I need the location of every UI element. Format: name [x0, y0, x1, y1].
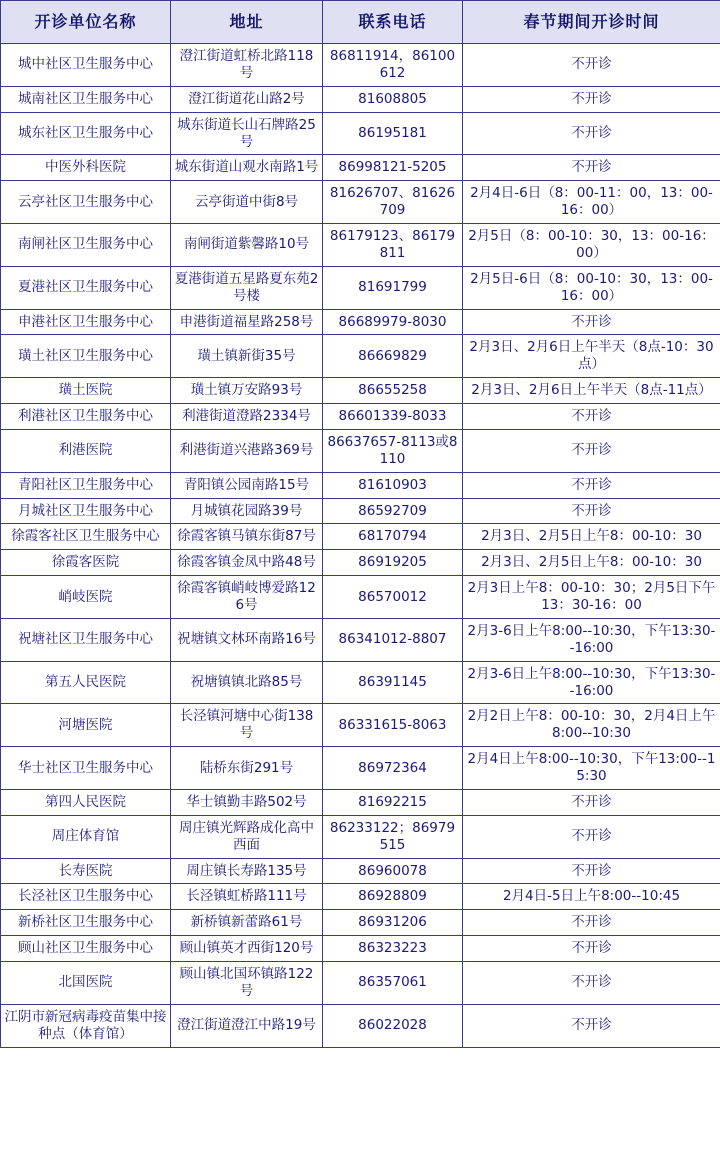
cell-address: 陆桥东街291号 [171, 747, 323, 790]
cell-hours: 不开诊 [463, 472, 720, 498]
cell-unit-name: 月城社区卫生服务中心 [1, 498, 171, 524]
cell-phone: 81691799 [323, 266, 463, 309]
table-row [1, 335, 720, 378]
cell-phone: 86928809 [323, 884, 463, 910]
cell-address: 周庄镇光辉路成化高中西面 [171, 815, 323, 858]
cell-hours: 2月3日、2月6日上午半天（8点-11点） [463, 378, 720, 404]
cell-address: 城东街道长山石牌路25号 [171, 112, 323, 155]
cell-unit-name: 南闸社区卫生服务中心 [1, 224, 171, 267]
cell-address: 青阳镇公园南路15号 [171, 472, 323, 498]
cell-hours: 2月4日-5日上午8:00--10:45 [463, 884, 720, 910]
cell-address: 澄江街道虹桥北路118号 [171, 44, 323, 87]
cell-unit-name: 顾山社区卫生服务中心 [1, 936, 171, 962]
cell-address: 南闸街道紫馨路10号 [171, 224, 323, 267]
table-row [1, 704, 720, 747]
cell-unit-name: 第四人民医院 [1, 789, 171, 815]
cell-address: 徐霞客镇金凤中路48号 [171, 550, 323, 576]
cell-address: 澄江街道澄江中路19号 [171, 1004, 323, 1047]
cell-unit-name: 璜土医院 [1, 378, 171, 404]
cell-unit-name: 城南社区卫生服务中心 [1, 86, 171, 112]
table-row [1, 498, 720, 524]
cell-hours: 不开诊 [463, 910, 720, 936]
cell-address: 长泾镇虹桥路111号 [171, 884, 323, 910]
cell-hours: 不开诊 [463, 429, 720, 472]
cell-hours: 不开诊 [463, 155, 720, 181]
table-row [1, 962, 720, 1005]
cell-hours: 不开诊 [463, 44, 720, 87]
cell-phone: 86341012-8807 [323, 618, 463, 661]
cell-unit-name: 徐霞客社区卫生服务中心 [1, 524, 171, 550]
cell-phone: 86570012 [323, 576, 463, 619]
cell-unit-name: 利港社区卫生服务中心 [1, 404, 171, 430]
cell-address: 周庄镇长寿路135号 [171, 858, 323, 884]
table-row [1, 789, 720, 815]
cell-hours: 2月3-6日上午8:00--10:30，下午13:30--16:00 [463, 618, 720, 661]
cell-unit-name: 峭岐医院 [1, 576, 171, 619]
cell-address: 新桥镇新蕾路61号 [171, 910, 323, 936]
cell-phone: 86972364 [323, 747, 463, 790]
table-row [1, 404, 720, 430]
cell-unit-name: 周庄体育馆 [1, 815, 171, 858]
table-row [1, 524, 720, 550]
cell-unit-name: 祝塘社区卫生服务中心 [1, 618, 171, 661]
table-row [1, 1004, 720, 1047]
cell-hours: 2月3日上午8：00-10：30；2月5日下午13：30-16：00 [463, 576, 720, 619]
cell-phone: 86811914，86100612 [323, 44, 463, 87]
cell-hours: 2月3日、2月6日上午半天（8点-10：30点） [463, 335, 720, 378]
table-row [1, 44, 720, 87]
cell-unit-name: 申港社区卫生服务中心 [1, 309, 171, 335]
column-header-phone: 联系电话 [323, 1, 463, 44]
cell-phone: 86391145 [323, 661, 463, 704]
cell-address: 澄江街道花山路2号 [171, 86, 323, 112]
cell-phone: 86919205 [323, 550, 463, 576]
cell-phone: 81692215 [323, 789, 463, 815]
table-row [1, 910, 720, 936]
cell-address: 华士镇勤丰路502号 [171, 789, 323, 815]
table-row [1, 884, 720, 910]
cell-hours: 不开诊 [463, 309, 720, 335]
cell-address: 祝塘镇文林环南路16号 [171, 618, 323, 661]
cell-unit-name: 华士社区卫生服务中心 [1, 747, 171, 790]
cell-address: 申港街道福星路258号 [171, 309, 323, 335]
table-row [1, 224, 720, 267]
cell-unit-name: 利港医院 [1, 429, 171, 472]
cell-unit-name: 北国医院 [1, 962, 171, 1005]
cell-phone: 86195181 [323, 112, 463, 155]
cell-unit-name: 河塘医院 [1, 704, 171, 747]
cell-phone: 81626707、81626709 [323, 181, 463, 224]
cell-hours: 2月3-6日上午8:00--10:30，下午13:30--16:00 [463, 661, 720, 704]
cell-phone: 86592709 [323, 498, 463, 524]
cell-hours: 2月2日上午8：00-10：30，2月4日上午8:00--10:30 [463, 704, 720, 747]
table-row [1, 618, 720, 661]
table-row [1, 309, 720, 335]
cell-hours: 不开诊 [463, 1004, 720, 1047]
cell-address: 徐霞客镇马镇东街87号 [171, 524, 323, 550]
cell-phone: 86637657-8113或8110 [323, 429, 463, 472]
cell-address: 璜土镇万安路93号 [171, 378, 323, 404]
cell-hours: 不开诊 [463, 498, 720, 524]
cell-address: 利港街道兴港路369号 [171, 429, 323, 472]
cell-hours: 不开诊 [463, 404, 720, 430]
cell-phone: 86601339-8033 [323, 404, 463, 430]
cell-unit-name: 徐霞客医院 [1, 550, 171, 576]
cell-phone: 86331615-8063 [323, 704, 463, 747]
cell-hours: 不开诊 [463, 789, 720, 815]
cell-address: 祝塘镇镇北路85号 [171, 661, 323, 704]
cell-address: 顾山镇北国环镇路122号 [171, 962, 323, 1005]
table-row [1, 472, 720, 498]
cell-phone: 86669829 [323, 335, 463, 378]
cell-hours: 2月5日-6日（8：00-10：30，13：00-16：00） [463, 266, 720, 309]
cell-phone: 68170794 [323, 524, 463, 550]
cell-unit-name: 中医外科医院 [1, 155, 171, 181]
cell-phone: 86998121-5205 [323, 155, 463, 181]
cell-hours: 2月3日、2月5日上午8：00-10：30 [463, 524, 720, 550]
cell-unit-name: 青阳社区卫生服务中心 [1, 472, 171, 498]
cell-phone: 86022028 [323, 1004, 463, 1047]
table-row [1, 576, 720, 619]
table-row [1, 112, 720, 155]
cell-unit-name: 长寿医院 [1, 858, 171, 884]
table-row [1, 550, 720, 576]
cell-hours: 不开诊 [463, 815, 720, 858]
cell-hours: 2月4日-6日（8：00-11：00，13：00-16：00） [463, 181, 720, 224]
cell-address: 云亭街道中街8号 [171, 181, 323, 224]
cell-address: 利港街道澄路2334号 [171, 404, 323, 430]
cell-unit-name: 夏港社区卫生服务中心 [1, 266, 171, 309]
cell-address: 徐霞客镇峭岐博爱路126号 [171, 576, 323, 619]
cell-unit-name: 云亭社区卫生服务中心 [1, 181, 171, 224]
cell-address: 璜土镇新街35号 [171, 335, 323, 378]
cell-address: 顾山镇英才西街120号 [171, 936, 323, 962]
cell-hours: 不开诊 [463, 86, 720, 112]
cell-hours: 2月4日上午8:00--10:30，下午13:00--15:30 [463, 747, 720, 790]
column-header-address: 地址 [171, 1, 323, 44]
cell-unit-name: 江阴市新冠病毒疫苗集中接种点（体育馆） [1, 1004, 171, 1047]
cell-hours: 不开诊 [463, 112, 720, 155]
table-row [1, 266, 720, 309]
cell-hours: 2月3日、2月5日上午8：00-10：30 [463, 550, 720, 576]
table-header-row [1, 1, 720, 44]
cell-hours: 不开诊 [463, 936, 720, 962]
cell-address: 月城镇花园路39号 [171, 498, 323, 524]
table-row [1, 429, 720, 472]
cell-phone: 86931206 [323, 910, 463, 936]
table-row [1, 378, 720, 404]
cell-unit-name: 新桥社区卫生服务中心 [1, 910, 171, 936]
cell-address: 长泾镇河塘中心街138号 [171, 704, 323, 747]
cell-unit-name: 第五人民医院 [1, 661, 171, 704]
table-row [1, 181, 720, 224]
cell-unit-name: 璜土社区卫生服务中心 [1, 335, 171, 378]
table-row [1, 86, 720, 112]
table-header [1, 1, 720, 44]
cell-unit-name: 城东社区卫生服务中心 [1, 112, 171, 155]
cell-address: 城东街道山观水南路1号 [171, 155, 323, 181]
table-row [1, 661, 720, 704]
cell-address: 夏港街道五星路夏东苑2号楼 [171, 266, 323, 309]
cell-phone: 81608805 [323, 86, 463, 112]
cell-hours: 2月5日（8：00-10：30，13：00-16：00） [463, 224, 720, 267]
cell-phone: 86323223 [323, 936, 463, 962]
table-row [1, 858, 720, 884]
column-header-unit-name: 开诊单位名称 [1, 1, 171, 44]
table-row [1, 815, 720, 858]
cell-phone: 86689979-8030 [323, 309, 463, 335]
cell-hours: 不开诊 [463, 858, 720, 884]
cell-phone: 86357061 [323, 962, 463, 1005]
cell-phone: 86179123、86179811 [323, 224, 463, 267]
cell-phone: 86233122；86979515 [323, 815, 463, 858]
table-row [1, 155, 720, 181]
cell-phone: 86655258 [323, 378, 463, 404]
column-header-hours: 春节期间开诊时间 [463, 1, 720, 44]
cell-phone: 81610903 [323, 472, 463, 498]
table-body [1, 44, 720, 1048]
table-row [1, 747, 720, 790]
cell-unit-name: 城中社区卫生服务中心 [1, 44, 171, 87]
cell-phone: 86960078 [323, 858, 463, 884]
cell-hours: 不开诊 [463, 962, 720, 1005]
table-row [1, 936, 720, 962]
cell-unit-name: 长泾社区卫生服务中心 [1, 884, 171, 910]
